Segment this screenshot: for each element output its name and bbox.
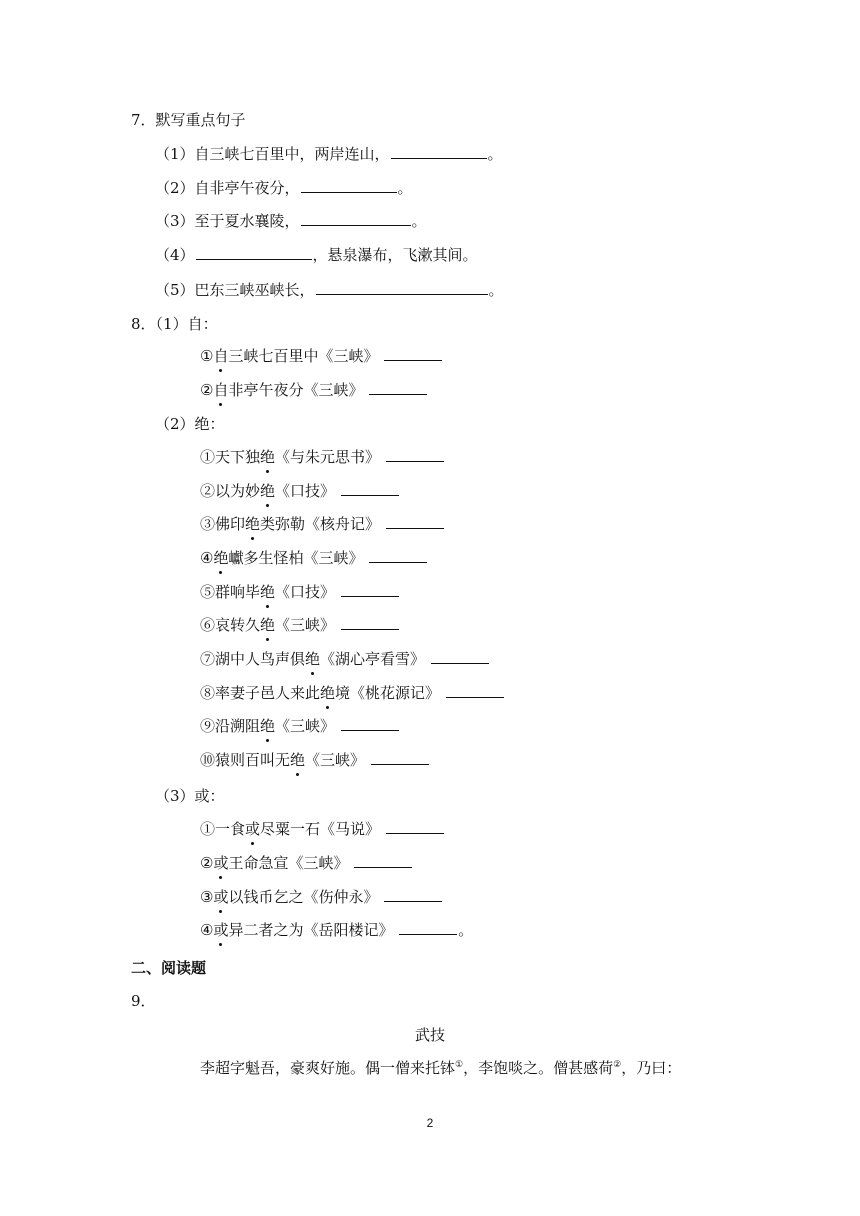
dotted-char: 绝	[320, 684, 336, 702]
q8-item: ⑥哀转久绝《三峡》	[200, 614, 400, 636]
answer-blank[interactable]	[341, 581, 399, 597]
answer-blank[interactable]	[354, 852, 412, 868]
answer-blank[interactable]	[301, 210, 411, 226]
q8-item: ④绝巘多生怪柏《三峡》	[200, 547, 428, 569]
dotted-char: 或	[213, 854, 229, 872]
dotted-char: 绝	[290, 751, 306, 769]
q7-item-2: （2）自非亭午夜分， 。	[155, 179, 413, 197]
page-number: 2	[426, 1116, 434, 1130]
group-head: （2）绝：	[155, 415, 225, 433]
answer-blank[interactable]	[341, 614, 399, 630]
group-head: （1）自：	[155, 315, 218, 333]
dotted-char: 绝	[260, 583, 276, 601]
answer-blank[interactable]	[196, 244, 312, 260]
q7-item-text: （3）至于夏水襄陵，	[155, 212, 300, 230]
answer-blank[interactable]	[446, 682, 504, 698]
answer-blank[interactable]	[316, 279, 488, 295]
q7-item-5: （5）巴东三峡巫峡长， 。	[155, 281, 504, 299]
q7-item-text: （4）	[155, 246, 195, 264]
q7-item-text: （1）自三峡七百里中，两岸连山，	[155, 145, 390, 163]
q8-item: ④或异二者之为《岳阳楼记》 。	[200, 921, 474, 939]
footnote-marker: ①	[455, 1060, 464, 1070]
q9-number: 9．	[131, 992, 156, 1010]
q7-item-text: （5）巴东三峡巫峡长，	[155, 281, 315, 299]
q7-item-text: （2）自非亭午夜分，	[155, 179, 300, 197]
q7-item-3: （3）至于夏水襄陵， 。	[155, 212, 427, 230]
dotted-char: 或	[213, 888, 229, 906]
q8-item: ①自三峡七百里中《三峡》	[200, 345, 443, 367]
answer-blank[interactable]	[301, 177, 397, 193]
dotted-char: 绝	[260, 482, 276, 500]
answer-blank[interactable]	[399, 919, 457, 935]
q8-item: ③佛印绝类弥勒《核舟记》	[200, 513, 445, 535]
dotted-char: 自	[213, 381, 229, 399]
answer-blank[interactable]	[431, 648, 489, 664]
answer-blank[interactable]	[341, 715, 399, 731]
dotted-char: 绝	[260, 616, 276, 634]
q8-item: ②或王命急宣《三峡》	[200, 852, 413, 874]
q8-number: 8．	[131, 315, 156, 333]
q8-item: ②自非亭午夜分《三峡》	[200, 379, 428, 401]
q8-item: ⑤群响毕绝《口技》	[200, 581, 400, 603]
q7-item-4: （4） ，悬泉瀑布，飞漱其间。	[155, 246, 478, 264]
answer-blank[interactable]	[369, 547, 427, 563]
q8-item: ①天下独绝《与朱元思书》	[200, 446, 445, 468]
answer-blank[interactable]	[371, 749, 429, 765]
section-title: 二、阅读题	[131, 959, 207, 977]
passage-title: 武技	[414, 1026, 445, 1044]
q8-item: ⑨沿溯阻绝《三峡》	[200, 715, 400, 737]
dotted-char: 自	[213, 347, 229, 365]
answer-blank[interactable]	[369, 379, 427, 395]
answer-blank[interactable]	[386, 513, 444, 529]
q8-item: ②以为妙绝《口技》	[200, 480, 400, 502]
dotted-char: 绝	[260, 448, 276, 466]
answer-blank[interactable]	[341, 480, 399, 496]
q8-item: ⑩猿则百叫无绝《三峡》	[200, 749, 430, 771]
dotted-char: 或	[213, 921, 229, 939]
footnote-marker: ②	[613, 1060, 622, 1070]
dotted-char: 或	[245, 820, 261, 838]
answer-blank[interactable]	[386, 446, 444, 462]
q8-item: ⑦湖中人鸟声俱绝《湖心亭看雪》	[200, 648, 490, 670]
q8-item: ⑧率妻子邑人来此绝境《桃花源记》	[200, 682, 505, 704]
dotted-char: 绝	[245, 515, 261, 533]
answer-blank[interactable]	[384, 345, 442, 361]
passage-text: 李超字魁吾，豪爽好施。偶一僧来托钵①，李饱啖之。僧甚感荷②，乃曰：	[200, 1059, 682, 1077]
q7-item-1: （1）自三峡七百里中，两岸连山， 。	[155, 145, 503, 163]
dotted-char: 绝	[305, 650, 321, 668]
dotted-char: 绝	[260, 717, 276, 735]
answer-blank[interactable]	[386, 818, 444, 834]
q8-item: ③或以钱币乞之《伤仲永》	[200, 886, 443, 908]
q8-item: ①一食或尽粟一石《马说》	[200, 818, 445, 840]
group-head: （3）或：	[155, 787, 225, 805]
dotted-char: 绝	[213, 549, 229, 567]
q8-head	[131, 313, 218, 335]
answer-blank[interactable]	[384, 886, 442, 902]
q7-title: 7．默写重点句子	[131, 111, 246, 129]
answer-blank[interactable]	[391, 143, 487, 159]
